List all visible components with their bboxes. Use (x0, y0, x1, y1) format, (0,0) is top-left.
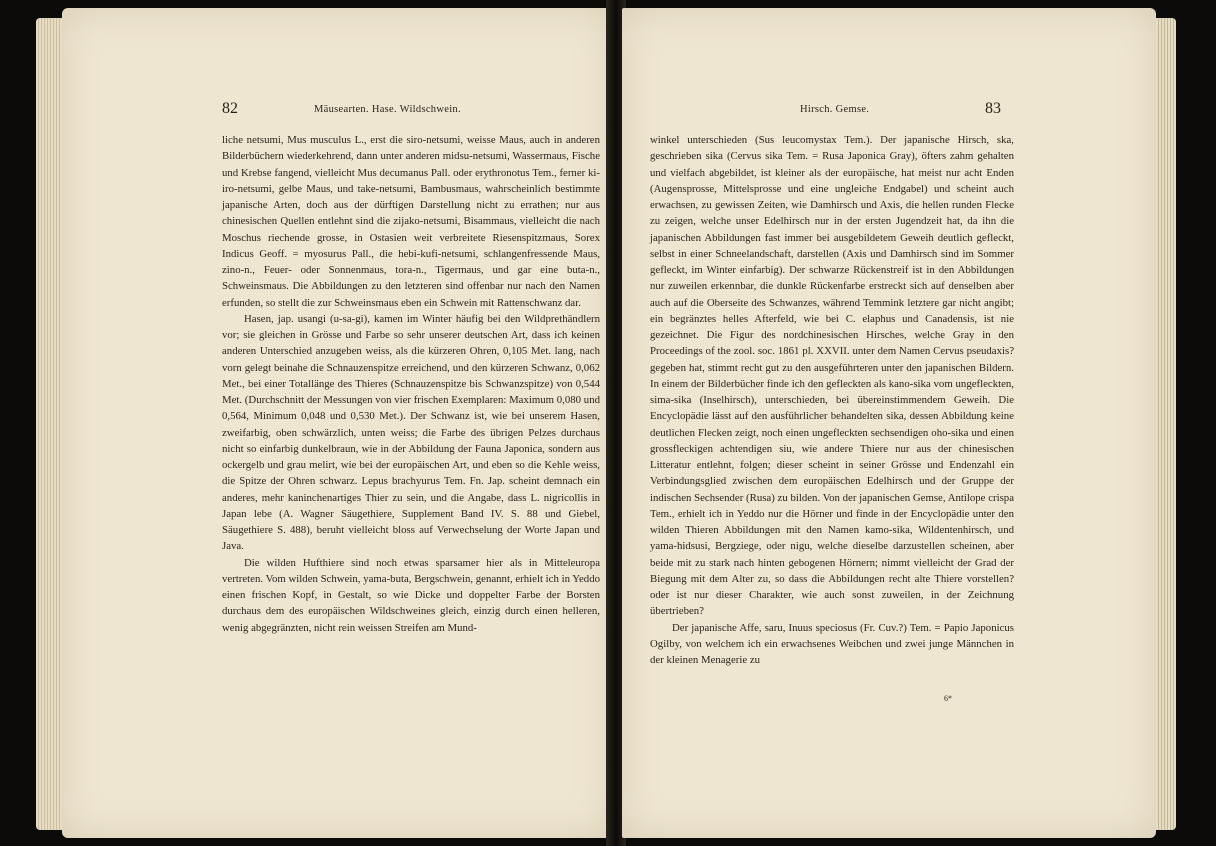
paragraph: liche netsumi, Mus musculus L., erst die siro-netsumi, weisse Maus, auch in anderen Bilderbüchern wiederkehrend, dann unter anderen midsu-netsumi, Wassermaus, Fische und Krebse fangend, vielleicht Mus decumanus Pall. oder erythronotus Tem., ferner ki-iro-netsumi, gelbe Maus, und take-netsumi, Bambusmaus, wahrscheinlich bestimmte japanische Arten, doch aus der dürftigen Darstellung nicht zu errathen; nur aus chinesischen Quellen entlehnt sind die zijako-netsumi, Bisammaus, vielleicht die nach Moschus riechende grosse, in Ostasien weit verbreitete Riesenspitzmaus, Sorex Indicus Geoff. = myosurus Pall., die hebi-kufi-netsumi, schlangenfressende Maus, zino-n., Feuer- oder Sonnenmaus, tora-n., Tigermaus, und gar eine buta-n., Schweinsmaus. Die Abbildungen zu den letzteren sind offenbar nur nach den Namen erfunden, so stellt die zur Schweinsmaus eben ein Schwein mit Rattenschwanz dar. (222, 134, 600, 309)
paragraph: Die wilden Hufthiere sind noch etwas sparsamer hier als in Mitteleuropa vertreten. Vom wilden Schwein, yama-buta, Bergschwein, genannt, erhielt ich in Yeddo einen frischen Kopf, in Gestalt, so wie Dicke und doppelter Farbe der Borsten durchaus dem des europäischen Wildschweines gleich, einzig durch einen helleren, wenig abgegränzten, nicht rein weissen Streifen am Mund- (222, 556, 600, 634)
left-page-body (222, 132, 600, 636)
page-number: 83 (985, 100, 1001, 117)
paragraph: winkel unterschieden (Sus leucomystax Tem.). Der japanische Hirsch, ska, geschrieben sika (Cervus sika Tem. = Rusa Japonica Gray), öfters zahm gehalten und vielfach abgebildet, ist kleiner als der europäische, hat meist nur acht Enden (Augensprosse, Mittelsprosse und eine ungleiche Endgabel) und scheint auch erwachsen, zu gewissen Zeiten, wie Damhirsch und Axis, die hellen runden Flecke zu zeigen, welche unser Edelhirsch nur in der ersten Jugendzeit hat, da ihn die japanischen Abbildungen fast immer bei ausgebildetem Geweih deutlich gefleckt, selbst in einer Schneelandschaft, darstellen (Axis und Damhirsch sind im Sommer gefleckt, im Winter einfarbig). Der schwarze Rückenstreif ist in den Abbildungen nur zuweilen erkennbar, die dunkle Rückenfarbe erstreckt sich auf denselben aber auch auf die Oberseite des Schwanzes, während Temmink letztere gar nicht angibt; ein begränztes helles Afterfeld, wie bei C. elaphus und Canadensis, ist nie gezeichnet. Die Figur des nordchinesischen Hirsches, welche Gray in den Proceedings of the zool. soc. 1861 pl. XXVII. unter dem Namen Cervus pseudaxis? gegeben hat, stimmt recht gut zu den ausgeführteren unter den japanischen Bildern. In einem der Bilderbücher finde ich den gefleckten als kano-sika vom ungefleckten, sima-sika (Inselhirsch), unterschieden, bei übereinstimmendem Geweih. Die Encyclopädie lässt auf den ausführlicher behandelten sika, dessen Abbildung keine deutlichen Flecken zeigt, noch einen ungefleckten sechsendigen oho-sika und einen grossfleckigen achtendigen siu, wie andere Thiere nur aus der chinesischen Litteratur entlehnt, folgen; dieser scheint in seiner Grösse und Endenzahl ein Verbindungsglied zwischen dem europäischen Edelhirsch und der Gruppe der indischen Sechsender (Rusa) zu bilden. Von der japanischen Gemse, Antilope crispa Tem., erhielt ich in Yeddo nur die Hörner und finde in der Encyclopädie unter den wilden Thieren Abbildungen mit den Namen kamo-sika, Wildentenhirsch, und yama-hidsusi, Bergziege, oder nigu, welche dieselbe darzustellen scheinen, aber beide mit zu stark nach hinten gebogenen Hörnern; nimmt vielleicht der Grad der Biegung mit dem Alter zu, so dass die Abbildungen recht alte Thiere vorstellen? oder ist nur dieser Charakter, wie auch sonst zuweilen, in der Zeichnung übertrieben? (650, 134, 1014, 618)
signature-mark: 6* (944, 694, 952, 703)
paragraph: Hasen, jap. usangi (u-sa-gi), kamen im Winter häufig bei den Wildprethändlern vor; sie gleichen in Grösse und Farbe so sehr unserer deutschen Art, dass ich keinen anderen Unterschied anzugeben weiss, als die kürzeren Ohren, 0,105 Met. lang, nach vorn gelegt beinahe die Schnauzenspitze erreichend, und den kürzeren Schwanz, 0,062 Met., bei einer Totallänge des Thieres (Schnauzenspitze bis Schwanzspitze) von 0,544 Met. (Durchschnitt der Messungen von vier frischen Exemplaren: Maximum 0,080 und 0,564, Minimum 0,048 und 0,530 Met.). Der Schwanz ist, wie bei unserem Hasen, zweifarbig, oben schwärzlich, unten weiss; die Farbe des übrigen Pelzes durchaus nicht so einfarbig dunkelbraun, wie in der Abbildung der Fauna Japonica, sondern aus ockergelb und grau melirt, wie bei der europäischen Art, und eben so die Kehle weiss, die Spitze der Ohren schwarz. Lepus brachyurus Tem. Fn. Jap. scheint demnach ein anderes, mehr kaninchenartiges Thier zu sein, und die Angabe, dass L. nigricollis in Japan lebe (A. Wagner Säugethiere, Supplement Band IV. S. 88 und Giebel, Säugethiere S. 488), beruht vielleicht bloss auf Verwechselung der Worte Japan und Java. (222, 312, 600, 553)
right-page-body (650, 132, 1014, 668)
right-page (622, 8, 1156, 838)
page-number: 82 (222, 100, 238, 117)
paragraph: Der japanische Affe, saru, Inuus speciosus (Fr. Cuv.?) Tem. = Papio Japonicus Ogilby, von welchem ich ein erwachsenes Weibchen und zwei junge Männchen in der kleinen Menagerie zu (650, 621, 1014, 666)
left-page (62, 8, 612, 838)
running-head: Mäusearten. Hase. Wildschwein. (314, 104, 461, 115)
running-head: Hirsch. Gemse. (800, 104, 870, 115)
book-cover-edge (1176, 0, 1216, 846)
